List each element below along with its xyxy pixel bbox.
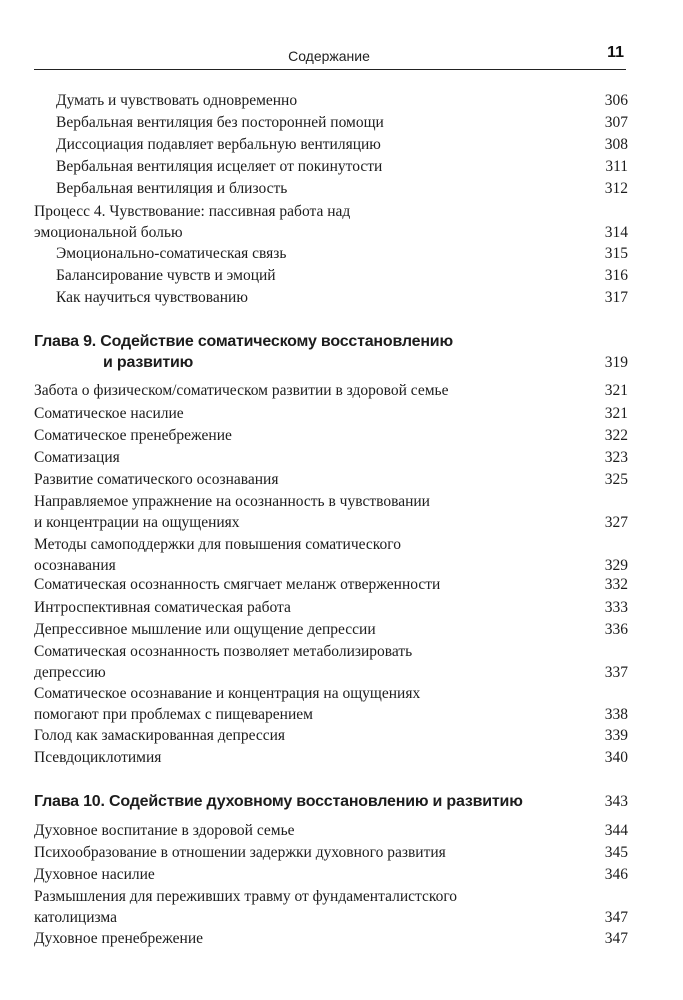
toc-entry-title: Соматическая осознанность позволяет метаболизировать [34, 643, 413, 660]
toc-entry-title: Соматическое осознавание и концентрация на ощущениях [34, 685, 421, 702]
toc-entry-page: 307 [604, 114, 628, 131]
toc-entry-title: Думать и чувствовать одновременно [56, 92, 298, 109]
toc-entry-page: 343 [604, 793, 628, 810]
toc-entry-title-continued: католицизма [34, 909, 117, 926]
toc-entry-page: 325 [604, 471, 628, 488]
toc-entry-page: 347 [604, 930, 628, 947]
toc-entry-page: 336 [604, 621, 628, 638]
toc-entry-title: Голод как замаскированная депрессия [34, 727, 286, 744]
toc-entry-page: 333 [604, 599, 628, 616]
toc-entry-title-continued: и концентрации на ощущениях [34, 514, 240, 531]
toc-entry-title: Духовное воспитание в здоровой семье [34, 822, 295, 839]
toc-entry-title: Психообразование в отношении задержки духовного развития [34, 844, 446, 861]
toc-entry-title: Как научиться чувствованию [56, 289, 248, 306]
toc-entry-page: 315 [604, 245, 628, 262]
toc-entry-title: Балансирование чувств и эмоций [56, 267, 276, 284]
toc-entry-title: Процесс 4. Чувствование: пассивная работа над [34, 203, 351, 220]
toc-entry-page: 319 [604, 354, 628, 371]
toc-entry-title: Духовное насилие [34, 866, 155, 883]
page-number: 11 [607, 44, 624, 61]
toc-entry-page: 327 [604, 514, 628, 531]
toc-entry-page: 338 [604, 706, 628, 723]
toc-entry-page: 347 [604, 909, 628, 926]
toc-entry-title: Диссоциация подавляет вербальную вентиляцию [56, 136, 381, 153]
toc-entry-title: Соматическое пренебрежение [34, 427, 232, 444]
toc-entry-title-continued: депрессию [34, 664, 106, 681]
toc-entry-title: Соматическая осознанность смягчает меланж отверженности [34, 576, 441, 593]
toc-entry-page: 332 [604, 576, 628, 593]
toc-entry-title: Интроспективная соматическая работа [34, 599, 291, 616]
toc-entry-title: Депрессивное мышление или ощущение депрессии [34, 621, 376, 638]
toc-entry-title-continued: эмоциональной болью [34, 224, 183, 241]
toc-entry-title-continued: осознавания [34, 557, 116, 574]
toc-entry-title: Вербальная вентиляция исцеляет от покинутости [56, 158, 383, 175]
toc-entry-title: Забота о физическом/соматическом развитии в здоровой семье [34, 382, 449, 399]
toc-entry-page: 344 [604, 822, 628, 839]
toc-entry-title: Методы самоподдержки для повышения соматического [34, 536, 401, 553]
toc-entry-title: Вербальная вентиляция и близость [56, 180, 288, 197]
toc-entry-page: 329 [604, 557, 628, 574]
toc-entry-page: 311 [605, 158, 628, 175]
toc-entry-title: Соматическое насилие [34, 405, 184, 422]
toc-entry-page: 323 [604, 449, 628, 466]
chapter-title: Глава 9. Содействие соматическому восстановлению [34, 333, 453, 350]
toc-entry-page: 312 [604, 180, 628, 197]
toc-entry-title: Направляемое упражнение на осознанность в чувствовании [34, 493, 430, 510]
toc-entry-page: 316 [604, 267, 628, 284]
toc-entry-page: 340 [604, 749, 628, 766]
toc-entry-title: Размышления для переживших травму от фундаменталистского [34, 888, 458, 905]
toc-entry-title: Вербальная вентиляция без посторонней помощи [56, 114, 384, 131]
running-title: Содержание [288, 48, 370, 64]
toc-entry-page: 321 [604, 382, 628, 399]
toc-entry-page: 308 [604, 136, 628, 153]
toc-entry-page: 346 [604, 866, 628, 883]
toc-entry-page: 321 [604, 405, 628, 422]
toc-entry-page: 322 [604, 427, 628, 444]
toc-entry-page: 345 [604, 844, 628, 861]
toc-entry-page: 306 [604, 92, 628, 109]
toc-entry-page: 337 [604, 664, 628, 681]
toc-entry-title: Духовное пренебрежение [34, 930, 204, 947]
chapter-title-continued: и развитию [103, 354, 194, 371]
toc-entry-title: Псевдоциклотимия [34, 749, 162, 766]
toc-entry-title: Эмоционально-соматическая связь [56, 245, 287, 262]
toc-entry-page: 314 [604, 224, 628, 241]
toc-entry-page: 317 [604, 289, 628, 306]
chapter-title: Глава 10. Содействие духовному восстановлению и развитию [34, 793, 523, 810]
toc-entry-title-continued: помогают при проблемах с пищеварением [34, 706, 313, 723]
toc-entry-title: Развитие соматического осознавания [34, 471, 279, 488]
toc-entry-title: Соматизация [34, 449, 120, 466]
toc-entry-page: 339 [604, 727, 628, 744]
